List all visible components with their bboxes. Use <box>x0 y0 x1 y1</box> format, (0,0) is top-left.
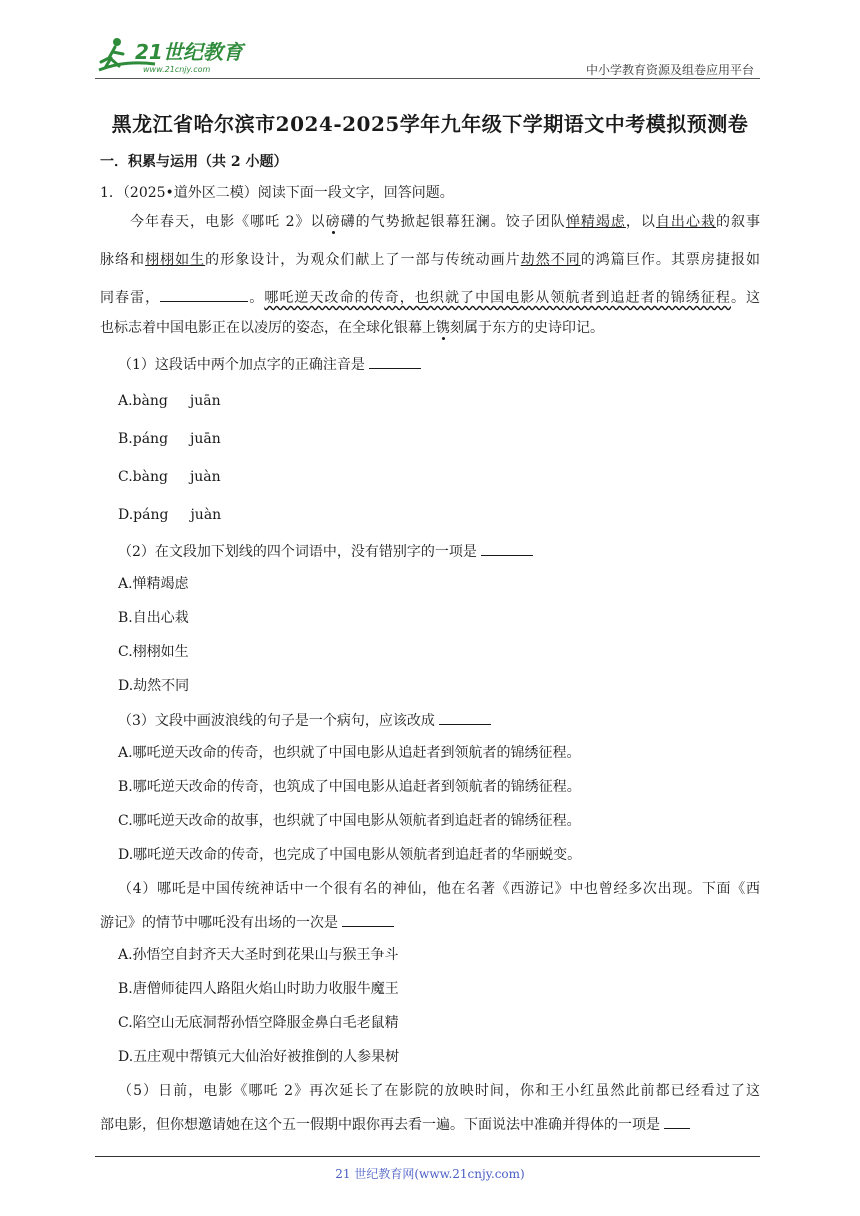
option-1d[interactable]: D.páng juàn <box>118 507 222 523</box>
sub-question-1: （1）这段话中两个加点字的正确注音是 <box>118 354 421 375</box>
passage-line-2: 脉络和栩栩如生的形象设计，为观众们献上了一部与传统动画片劫然不同的鸿篇巨作。其票房捷报如 <box>100 252 761 268</box>
sub-question-2: （2）在文段加下划线的四个词语中，没有错别字的一项是 <box>118 541 533 562</box>
sub-question-4-line2: 游记》的情节中哪吒没有出场的一次是 <box>100 912 394 933</box>
section-heading: 一．积累与运用（共 2 小题） <box>100 154 288 170</box>
option-1b[interactable]: B.páng juān <box>118 431 221 447</box>
option-3c[interactable]: C.哪吒逆天改命的故事，也织就了中国电影从领航者到追赶者的锦绣征程。 <box>118 813 581 829</box>
option-2c[interactable]: C.栩栩如生 <box>118 644 189 660</box>
option-2d[interactable]: D.劫然不同 <box>118 678 190 694</box>
question-intro: 1．（2025•道外区二模）阅读下面一段文字，回答问题。 <box>100 185 454 201</box>
wavy-sentence: 哪吒逆天改命的传奇，也织就了中国电影从领航者到追赶者的锦绣征程 <box>264 290 731 306</box>
logo-21cnjy <box>95 34 265 76</box>
answer-blank[interactable] <box>439 710 491 725</box>
footer-link[interactable]: 21 世纪教育网(www.21cnjy.com) <box>335 1167 525 1181</box>
option-3d[interactable]: D.哪吒逆天改命的传奇，也完成了中国电影从领航者到追赶者的华丽蜕变。 <box>118 847 582 863</box>
sub-question-5-line2: 部电影，但你想邀请她在这个五一假期中跟你再去看一遍。下面说法中准确并得体的一项是 <box>100 1114 690 1135</box>
sub-question-3: （3）文段中画波浪线的句子是一个病句，应该改成 <box>118 710 491 731</box>
answer-blank[interactable] <box>369 354 421 369</box>
option-3b[interactable]: B.哪吒逆天改命的传奇，也筑成了中国电影从追赶者到领航者的锦绣征程。 <box>118 779 581 795</box>
underlined-word: 自出心栽 <box>655 214 716 230</box>
footer-divider <box>95 1156 760 1157</box>
sub-question-5-line1: （5）日前，电影《哪吒 2》再次延长了在影院的放映时间，你和王小红虽然此前都已经看过了这 <box>118 1083 760 1099</box>
option-1c[interactable]: C.bàng juàn <box>118 469 221 485</box>
underlined-word: 惮精竭虑 <box>565 214 626 230</box>
underlined-word: 栩栩如生 <box>145 252 206 268</box>
platform-name: 中小学教育资源及组卷应用平台 <box>585 63 754 77</box>
option-3a[interactable]: A.哪吒逆天改命的传奇，也织就了中国电影从追赶者到领航者的锦绣征程。 <box>118 745 581 761</box>
option-4b[interactable]: B.唐僧师徒四人路阻火焰山时助力收服牛魔王 <box>118 981 399 997</box>
passage-line-4: 也标志着中国电影正在以凌厉的姿态，在全球化银幕上镌刻属于东方的史诗印记。 <box>100 320 604 336</box>
dotted-char: 磅 <box>325 214 341 230</box>
option-2a[interactable]: A.惮精竭虑 <box>118 576 189 592</box>
option-4a[interactable]: A.孙悟空自封齐天大圣时到花果山与猴王争斗 <box>118 947 399 963</box>
sub-question-4-line1: （4）哪吒是中国传统神话中一个很有名的神仙，他在名著《西游记》中也曾经多次出现。下面《西 <box>118 881 760 897</box>
page-title: 黑龙江省哈尔滨市2024-2025学年九年级下学期语文中考模拟预测卷 <box>111 112 749 136</box>
option-1a[interactable]: A.bàng juān <box>118 393 221 409</box>
header-divider <box>95 78 760 79</box>
underlined-word: 劫然不同 <box>520 252 581 268</box>
dotted-char: 镌 <box>436 320 450 336</box>
fill-blank[interactable] <box>160 287 248 302</box>
logo-text: 21世纪教育 <box>135 40 243 64</box>
option-4c[interactable]: C.陷空山无底洞帮孙悟空降服金鼻白毛老鼠精 <box>118 1015 399 1031</box>
answer-blank[interactable] <box>481 541 533 556</box>
page-header <box>95 34 760 80</box>
answer-blank[interactable] <box>664 1114 690 1129</box>
passage-line-1: 今年春天，电影《哪吒 2》以磅礴的气势掀起银幕狂澜。饺子团队惮精竭虑，以自出心栽的叙事 <box>130 214 761 230</box>
passage-line-3: 同春雷， 。哪吒逆天改命的传奇，也织就了中国电影从领航者到追赶者的锦绣征程。这 <box>100 287 760 308</box>
option-2b[interactable]: B.自出心栽 <box>118 610 189 626</box>
logo-url: www.21cnjy.com <box>143 65 211 74</box>
answer-blank[interactable] <box>342 912 394 927</box>
option-4d[interactable]: D.五庄观中帮镇元大仙治好被推倒的人参果树 <box>118 1049 400 1065</box>
